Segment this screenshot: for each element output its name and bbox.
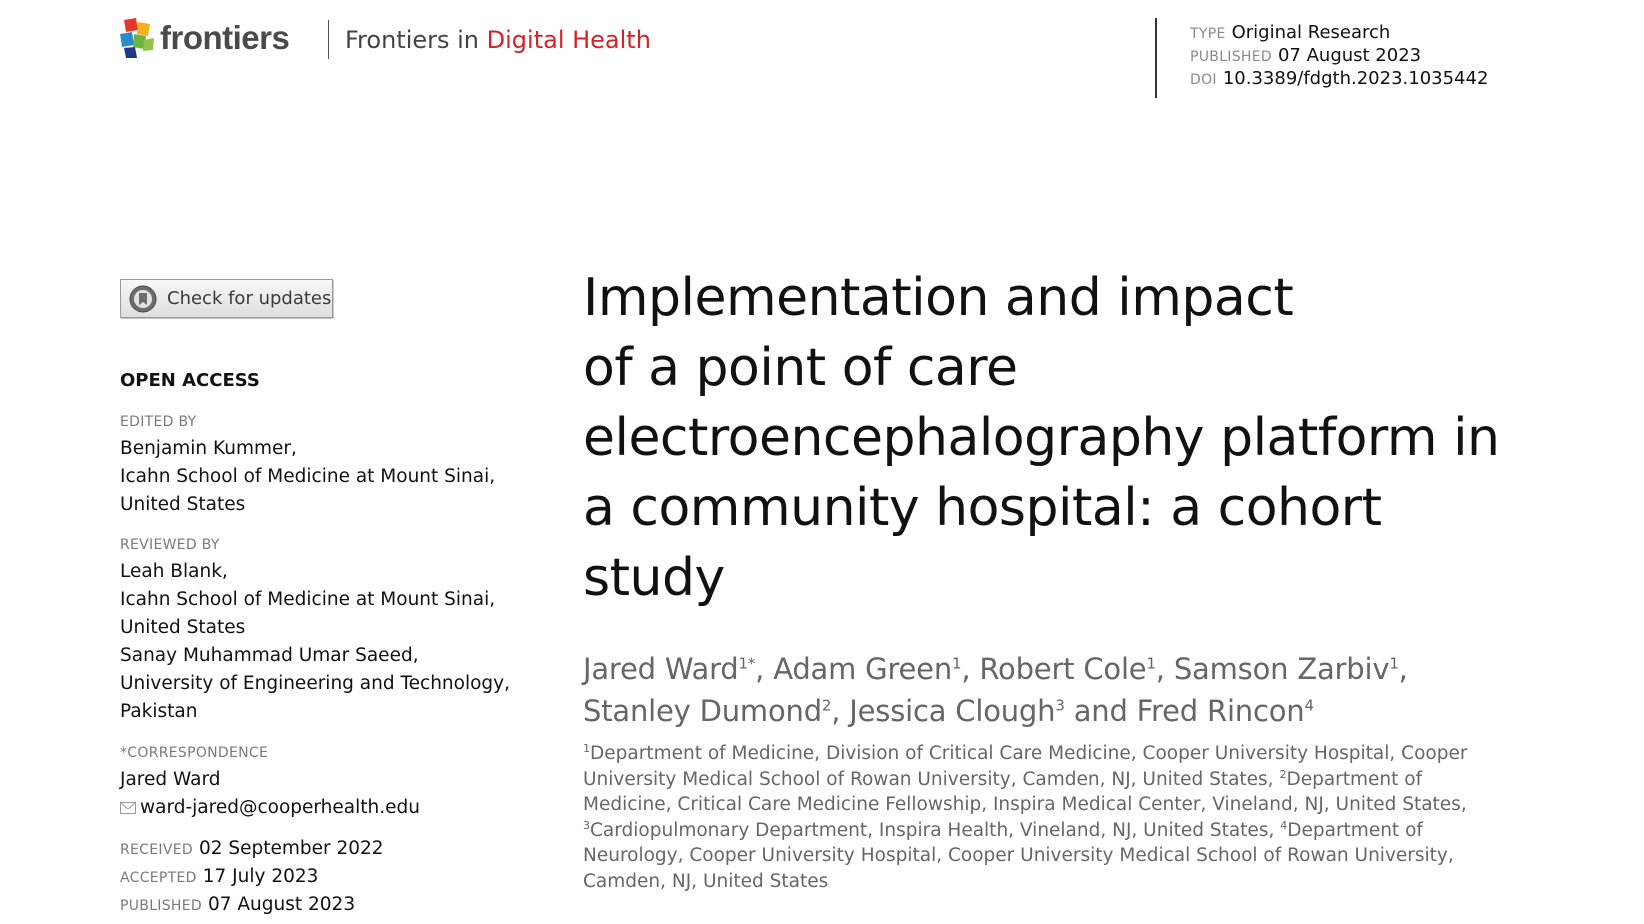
author-separator: , bbox=[755, 652, 774, 686]
affiliation-sup: 4 bbox=[1280, 818, 1288, 832]
affiliation-sup: 1 bbox=[583, 741, 590, 755]
author-name[interactable]: Jared Ward bbox=[583, 652, 739, 686]
author-name[interactable]: Stanley Dumond bbox=[583, 694, 822, 728]
affiliation-sup: 3 bbox=[583, 818, 590, 832]
published-date-value: 07 August 2023 bbox=[207, 894, 356, 915]
published-date-label: PUBLISHED bbox=[120, 898, 202, 914]
author-name[interactable]: Samson Zarbiv bbox=[1173, 652, 1390, 686]
accepted-value: 17 July 2023 bbox=[202, 866, 319, 887]
affiliation-text: Department of Medicine, Critical Care Medicine Fellowship, Inspira Medical Center, Vineland, NJ, United States, bbox=[583, 768, 1467, 815]
type-value: Original Research bbox=[1231, 22, 1391, 43]
frontiers-logo[interactable] bbox=[120, 18, 289, 58]
published-meta bbox=[1190, 45, 1421, 66]
author-name[interactable]: Fred Rincon bbox=[1136, 694, 1305, 728]
article-title-line: electroencephalography platform in bbox=[583, 408, 1500, 468]
frontiers-cube-icon bbox=[120, 18, 154, 58]
author-list-line bbox=[583, 694, 1314, 728]
article-title-line: of a point of care bbox=[583, 338, 1018, 398]
author-affiliation-sup: 1 bbox=[952, 654, 962, 673]
published-value: 07 August 2023 bbox=[1277, 45, 1422, 66]
header-divider bbox=[328, 20, 329, 59]
reviewer-line: Icahn School of Medicine at Mount Sinai, bbox=[120, 589, 496, 610]
received-label: RECEIVED bbox=[120, 842, 193, 858]
author-affiliation-sup: 2 bbox=[821, 696, 832, 715]
reviewed-by-label: REVIEWED BY bbox=[120, 537, 220, 553]
editor-line: Benjamin Kummer, bbox=[120, 438, 297, 459]
article-title-line: Implementation and impact bbox=[583, 268, 1294, 328]
author-affiliation-sup: 1 bbox=[1389, 654, 1399, 673]
affiliation-text: Department of Neurology, Cooper University Hospital, Cooper University Medical School of Rowan University, Camden, NJ, United States bbox=[583, 819, 1454, 892]
doi-label: DOI bbox=[1190, 72, 1217, 88]
author-name[interactable]: Jessica Clough bbox=[849, 694, 1056, 728]
author-affiliation-sup: 1 bbox=[1146, 654, 1156, 673]
affiliation-text: Department of Medicine, Division of Critical Care Medicine, Cooper University Hospital, Cooper University Medical School of Rowan University, Camden, NJ, United States, bbox=[583, 743, 1468, 790]
affiliation-text: Cardiopulmonary Department, Inspira Health, Vineland, NJ, United States, bbox=[590, 819, 1275, 841]
correspondence-label: *CORRESPONDENCE bbox=[120, 745, 269, 761]
reviewer-line: Sanay Muhammad Umar Saeed, bbox=[120, 645, 419, 666]
editor-line: United States bbox=[120, 494, 246, 515]
reviewer-line: University of Engineering and Technology, bbox=[120, 673, 510, 694]
correspondence-email-row bbox=[120, 797, 420, 818]
journal-prefix: Frontiers in bbox=[345, 26, 480, 54]
affiliation-sup: 2 bbox=[1279, 767, 1287, 781]
reviewer-line: United States bbox=[120, 617, 246, 638]
author-affiliation-sup: 1* bbox=[738, 654, 756, 673]
check-for-updates-button[interactable] bbox=[120, 279, 333, 318]
journal-section: Digital Health bbox=[486, 26, 651, 54]
doi-meta bbox=[1190, 68, 1488, 89]
author-name[interactable]: Adam Green bbox=[773, 652, 953, 686]
affiliations-block bbox=[583, 741, 1503, 894]
bookmark-badge-icon bbox=[129, 285, 157, 313]
author-name[interactable]: Robert Cole bbox=[979, 652, 1147, 686]
open-access-heading: OPEN ACCESS bbox=[120, 370, 260, 391]
doi-link[interactable]: 10.3389/fdgth.2023.1035442 bbox=[1222, 68, 1489, 89]
accepted-label: ACCEPTED bbox=[120, 870, 197, 886]
edited-by-label: EDITED BY bbox=[120, 414, 197, 430]
correspondence-name: Jared Ward bbox=[120, 769, 221, 790]
accepted-date bbox=[120, 866, 318, 887]
reviewer-line: Leah Blank, bbox=[120, 561, 228, 582]
published-date bbox=[120, 894, 355, 915]
meta-divider bbox=[1155, 18, 1157, 98]
author-separator: , bbox=[831, 694, 850, 728]
article-title-line: study bbox=[583, 548, 725, 608]
frontiers-wordmark: frontiers bbox=[160, 19, 290, 56]
author-separator: and bbox=[1064, 694, 1137, 728]
editor-line: Icahn School of Medicine at Mount Sinai, bbox=[120, 466, 496, 487]
author-list-line bbox=[583, 652, 1408, 686]
correspondence-email-link[interactable]: ward-jared@cooperhealth.edu bbox=[140, 797, 420, 818]
author-separator: , bbox=[961, 652, 980, 686]
mail-icon bbox=[120, 802, 136, 814]
journal-name[interactable] bbox=[345, 26, 651, 54]
author-separator: , bbox=[1155, 652, 1174, 686]
article-type bbox=[1190, 22, 1390, 43]
author-affiliation-sup: 4 bbox=[1304, 696, 1314, 715]
published-label: PUBLISHED bbox=[1190, 49, 1272, 65]
received-value: 02 September 2022 bbox=[198, 838, 384, 859]
author-separator: , bbox=[1398, 652, 1408, 686]
reviewer-line: Pakistan bbox=[120, 701, 198, 722]
author-affiliation-sup: 3 bbox=[1055, 696, 1065, 715]
check-for-updates-label: Check for updates bbox=[167, 288, 332, 309]
received-date bbox=[120, 838, 384, 859]
type-label: TYPE bbox=[1190, 26, 1226, 42]
article-title-line: a community hospital: a cohort bbox=[583, 478, 1382, 538]
